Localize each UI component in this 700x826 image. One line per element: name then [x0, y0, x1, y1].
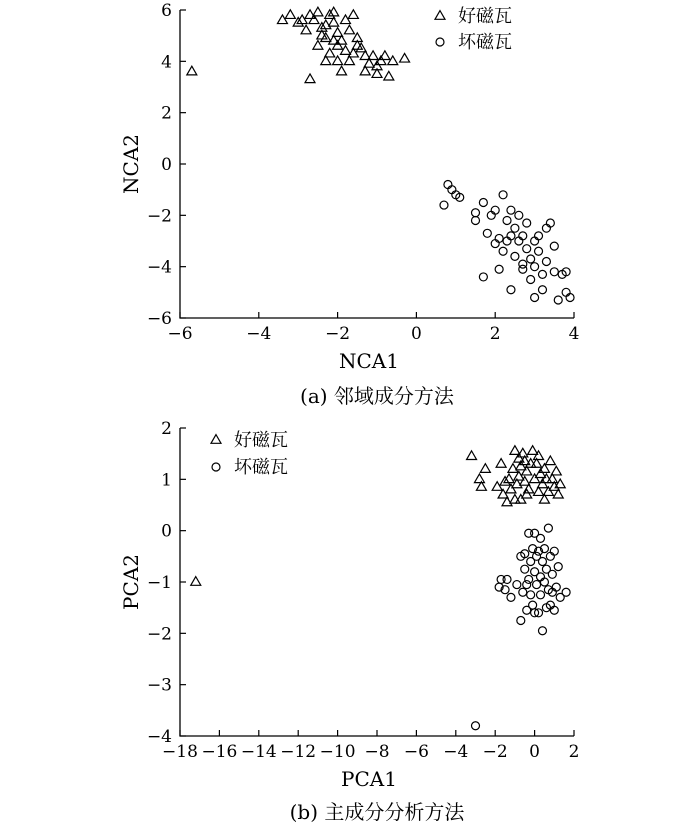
series-bad [472, 524, 571, 730]
bad-tile-point-46 [519, 265, 527, 273]
good-tile-point-25 [528, 446, 538, 455]
bad-tile-point-4 [503, 575, 511, 583]
y-tick-label: 0 [161, 521, 172, 542]
bad-tile-point-15 [503, 216, 511, 224]
bad-tile-point-46 [523, 581, 531, 589]
bad-tile-point-42 [562, 588, 570, 596]
y-tick-label: 1 [161, 470, 172, 491]
bad-tile-point-21 [515, 211, 523, 219]
bad-tile-point-0 [440, 201, 448, 209]
x-tick-label: −14 [240, 742, 277, 762]
bad-tile-point-6 [472, 216, 480, 224]
bad-tile-point-27 [538, 627, 546, 635]
x-tick-label: −8 [364, 742, 390, 762]
y-tick-label: 2 [161, 419, 172, 439]
axes-frame [180, 10, 574, 318]
y-tick-label: −2 [146, 624, 172, 645]
good-tile-point-1 [467, 451, 477, 460]
legend-triangle-icon [211, 435, 221, 444]
y-tick-label: 4 [161, 52, 172, 73]
bad-tile-point-12 [525, 575, 533, 583]
chart-a [119, 1, 579, 408]
bad-tile-point-14 [527, 591, 535, 599]
legend-label: 坏磁瓦 [458, 32, 512, 53]
bad-tile-point-16 [507, 206, 515, 214]
bad-tile-point-6 [513, 581, 521, 589]
legend-triangle-icon [435, 11, 445, 20]
good-tile-point-40 [522, 489, 532, 498]
x-tick-label: −12 [280, 742, 317, 762]
x-tick-label: 0 [410, 324, 422, 344]
legend-circle-icon [436, 38, 444, 46]
x-tick-label: 2 [489, 324, 501, 344]
bad-tile-point-45 [537, 534, 545, 542]
bad-tile-point-45 [495, 265, 503, 273]
x-axis-label: NCA1 [339, 349, 399, 373]
x-tick-label: −2 [482, 742, 508, 762]
y-tick-label: 2 [161, 103, 172, 124]
good-tile-point-41 [534, 451, 544, 460]
bad-tile-point-26 [538, 557, 546, 565]
legend-label: 好磁瓦 [234, 430, 288, 451]
bad-tile-point-34 [542, 258, 550, 266]
bad-tile-point-13 [499, 247, 507, 255]
y-axis-label: PCA2 [119, 554, 143, 610]
x-axis-label: PCA1 [341, 767, 397, 791]
legend [211, 430, 288, 478]
bad-tile-point-32 [538, 270, 546, 278]
bad-tile-point-43 [479, 273, 487, 281]
y-tick-label: −1 [146, 573, 172, 593]
x-tick-label: −4 [246, 324, 272, 344]
x-tick-label: −2 [325, 324, 351, 344]
bad-tile-point-25 [523, 219, 531, 227]
good-tile-point-2 [474, 474, 484, 483]
bad-tile-point-40 [554, 563, 562, 571]
y-axis-label: NCA2 [119, 134, 143, 194]
bad-tile-point-19 [511, 224, 519, 232]
bad-tile-point-32 [544, 524, 552, 532]
good-tile-point-31 [380, 51, 390, 60]
x-tick-label: −6 [167, 324, 193, 344]
bad-tile-point-9 [521, 565, 529, 573]
good-tile-point-21 [344, 25, 354, 34]
good-tile-point-6 [496, 459, 506, 468]
x-tick-label: 0 [529, 742, 541, 762]
series-good [187, 7, 410, 82]
y-tick-label: 6 [161, 1, 172, 21]
good-tile-point-37 [337, 66, 347, 75]
x-tick-label: 4 [568, 324, 580, 344]
bad-tile-point-5 [507, 593, 515, 601]
bad-tile-point-18 [511, 252, 519, 260]
bad-tile-point-7 [517, 617, 525, 625]
y-tick-label: −6 [146, 309, 172, 329]
figure-caption: (b) 主成分分析方法 [289, 800, 465, 824]
bad-tile-point-47 [531, 293, 539, 301]
legend [435, 6, 512, 53]
legend-circle-icon [212, 463, 220, 471]
good-tile-point-38 [305, 74, 315, 83]
good-tile-point-34 [400, 53, 410, 62]
bad-tile-point-29 [531, 263, 539, 271]
x-tick-label: −16 [201, 742, 238, 762]
bad-tile-point-36 [548, 570, 556, 578]
bad-tile-point-38 [554, 296, 562, 304]
bad-tile-point-20 [533, 581, 541, 589]
x-tick-label: −18 [162, 742, 198, 762]
bad-tile-point-8 [519, 588, 527, 596]
x-tick-label: −10 [319, 742, 356, 762]
bad-tile-point-8 [483, 229, 491, 237]
bad-tile-point-31 [535, 247, 543, 255]
bad-tile-point-26 [527, 255, 535, 263]
y-tick-label: −4 [146, 727, 172, 747]
bad-tile-point-14 [499, 191, 507, 199]
bad-tile-point-33 [538, 286, 546, 294]
bad-tile-point-7 [479, 199, 487, 207]
bad-tile-point-36 [550, 242, 558, 250]
y-tick-label: 0 [161, 155, 172, 175]
bad-tile-point-0 [472, 722, 480, 730]
bad-tile-point-37 [550, 268, 558, 276]
good-tile-point-22 [348, 10, 358, 19]
bad-tile-point-44 [507, 286, 515, 294]
bad-tile-point-27 [527, 276, 535, 284]
good-tile-point-4 [480, 464, 490, 473]
bad-tile-point-17 [529, 601, 537, 609]
bad-tile-point-25 [537, 591, 545, 599]
series-bad [440, 181, 574, 304]
good-tile-point-0 [187, 66, 197, 75]
legend-label: 好磁瓦 [458, 6, 512, 27]
bad-tile-point-5 [472, 209, 480, 217]
figure-caption: (a) 邻域成分方法 [300, 384, 454, 408]
chart-b [119, 419, 579, 824]
y-tick-label: −2 [146, 206, 172, 227]
y-tick-label: −4 [146, 257, 172, 278]
good-tile-point-34 [545, 456, 555, 465]
good-tile-point-2 [285, 10, 295, 19]
x-tick-label: 2 [568, 742, 580, 762]
bad-tile-point-24 [523, 245, 531, 253]
good-tile-point-0 [191, 577, 201, 586]
legend-label: 坏磁瓦 [234, 457, 288, 478]
good-tile-point-32 [384, 71, 394, 80]
x-tick-label: −4 [443, 742, 469, 762]
x-tick-label: −6 [403, 742, 429, 762]
y-tick-label: −3 [146, 675, 172, 696]
